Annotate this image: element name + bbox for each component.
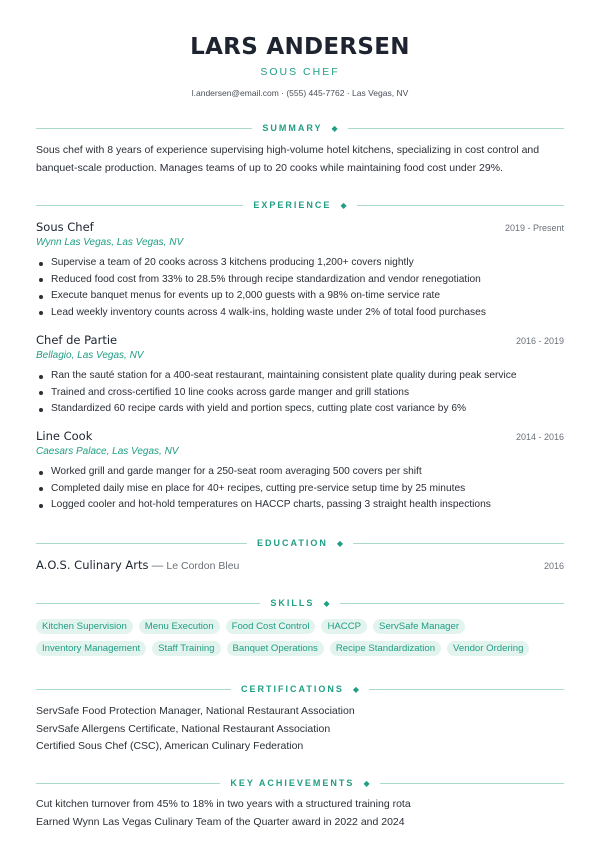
summary-section-header xyxy=(36,122,564,134)
certifications-heading: CERTIFICATIONS xyxy=(241,684,344,694)
divider-line xyxy=(36,689,231,690)
job-3-title: Line Cook xyxy=(36,429,93,443)
list-item: ServSafe Food Protection Manager, National Restaurant Association xyxy=(36,705,355,717)
list-item: ServSafe Allergens Certificate, National Restaurant Association xyxy=(36,722,331,735)
education-entry xyxy=(36,558,239,572)
job-3-dates: 2014 - 2016 xyxy=(515,432,564,442)
skills-heading: SKILLS xyxy=(270,598,315,608)
candidate-name: LARS ANDERSEN xyxy=(190,34,410,60)
list-item: Logged cooler and hot-hold temperatures on HACCP charts, passing 3 straight health inspections xyxy=(36,497,564,514)
experience-section-header xyxy=(36,199,564,211)
achievements-section-header xyxy=(36,777,564,789)
divider-line xyxy=(36,205,243,206)
separator: — xyxy=(148,560,167,572)
skill-chip: Vendor Ordering xyxy=(447,641,529,656)
diamond-icon: ◆ xyxy=(336,538,343,548)
achievements-list xyxy=(36,796,564,831)
skill-chip: Recipe Standardization xyxy=(330,641,441,656)
job-1-bullets xyxy=(36,255,564,321)
skills-section-header xyxy=(36,597,564,609)
diamond-icon: ◆ xyxy=(363,778,370,788)
skill-chip: HACCP xyxy=(321,619,367,634)
list-item: Worked grill and garde manger for a 250-seat room averaging 500 covers per shift xyxy=(36,464,564,481)
certifications-section-header xyxy=(36,683,564,695)
divider-line xyxy=(353,543,564,544)
job-1-dates: 2019 - Present xyxy=(504,223,564,233)
list-item: Reduced food cost from 33% to 28.5% through recipe standardization and vendor renegotiation xyxy=(36,272,564,289)
list-item: Standardized 60 recipe cards with yield and portion specs, cutting plate cost variance by 6% xyxy=(36,401,564,418)
school-name: Le Cordon Bleu xyxy=(166,560,240,572)
job-2-title: Chef de Partie xyxy=(36,333,118,347)
list-item: Certified Sous Chef (CSC), American Culinary Federation xyxy=(36,740,304,752)
divider-line xyxy=(36,603,260,604)
job-3-bullets xyxy=(36,464,564,514)
divider-line xyxy=(348,128,564,129)
education-section-header xyxy=(36,537,564,549)
divider-line xyxy=(357,205,564,206)
skills-row-2 xyxy=(36,641,564,656)
job-3-employer: Caesars Palace, Las Vegas, NV xyxy=(36,446,179,457)
diamond-icon: ◆ xyxy=(323,598,330,608)
diamond-icon: ◆ xyxy=(352,684,359,694)
achievements-heading: KEY ACHIEVEMENTS xyxy=(230,778,355,788)
divider-line xyxy=(380,783,564,784)
divider-line xyxy=(36,783,220,784)
job-1-employer: Wynn Las Vegas, Las Vegas, NV xyxy=(36,237,184,248)
divider-line xyxy=(340,603,564,604)
list-item: Execute banquet menus for events up to 2,000 guests with a 98% on-time service rate xyxy=(36,288,564,305)
job-1-title: Sous Chef xyxy=(36,220,94,234)
divider-line xyxy=(36,543,247,544)
diamond-icon: ◆ xyxy=(340,200,347,210)
divider-line xyxy=(36,128,252,129)
skill-chip: Staff Training xyxy=(152,641,220,656)
summary-heading: SUMMARY xyxy=(262,123,323,133)
contact-line: l.andersen@email.com · (555) 445-7762 · Las Vegas, NV xyxy=(191,88,409,98)
list-item: Supervise a team of 20 cooks across 3 kitchens producing 1,200+ covers nightly xyxy=(36,255,564,272)
list-item: Cut kitchen turnover from 45% to 18% in two years with a structured training rota xyxy=(36,798,411,810)
skill-chip: Kitchen Supervision xyxy=(36,619,133,634)
certifications-list xyxy=(36,703,564,756)
skill-chip: Menu Execution xyxy=(139,619,220,634)
job-2-dates: 2016 - 2019 xyxy=(515,336,564,346)
job-title-heading: SOUS CHEF xyxy=(260,66,340,78)
list-item: Earned Wynn Las Vegas Culinary Team of the Quarter award in 2022 and 2024 xyxy=(36,815,405,828)
education-heading: EDUCATION xyxy=(257,538,328,548)
education-year: 2016 xyxy=(543,561,564,571)
list-item: Trained and cross-certified 10 line cooks across garde manger and grill stations xyxy=(36,385,564,402)
list-item: Completed daily mise en place for 40+ recipes, cutting pre-service setup time by 25 minutes xyxy=(36,481,564,498)
job-2-bullets xyxy=(36,368,564,418)
skill-chip: ServSafe Manager xyxy=(373,619,465,634)
skill-chip: Banquet Operations xyxy=(227,641,324,656)
diamond-icon: ◆ xyxy=(331,123,338,133)
degree: A.O.S. Culinary Arts xyxy=(36,558,149,572)
experience-heading: EXPERIENCE xyxy=(253,200,332,210)
skills-row-1 xyxy=(36,619,564,634)
skill-chip: Food Cost Control xyxy=(226,619,316,634)
summary-text: Sous chef with 8 years of experience supervising high-volume hotel kitchens, specializing in cost control and banquet-scale production. Manages teams of up to 20 cooks while maintaining food cost under 29%. xyxy=(36,144,540,174)
divider-line xyxy=(369,689,564,690)
list-item: Ran the sauté station for a 400-seat restaurant, maintaining consistent plate quality during peak service xyxy=(36,368,564,385)
list-item: Lead weekly inventory counts across 4 walk-ins, holding waste under 2% of total food purchases xyxy=(36,305,564,322)
job-2-employer: Bellagio, Las Vegas, NV xyxy=(36,350,144,361)
skill-chip: Inventory Management xyxy=(36,641,146,656)
